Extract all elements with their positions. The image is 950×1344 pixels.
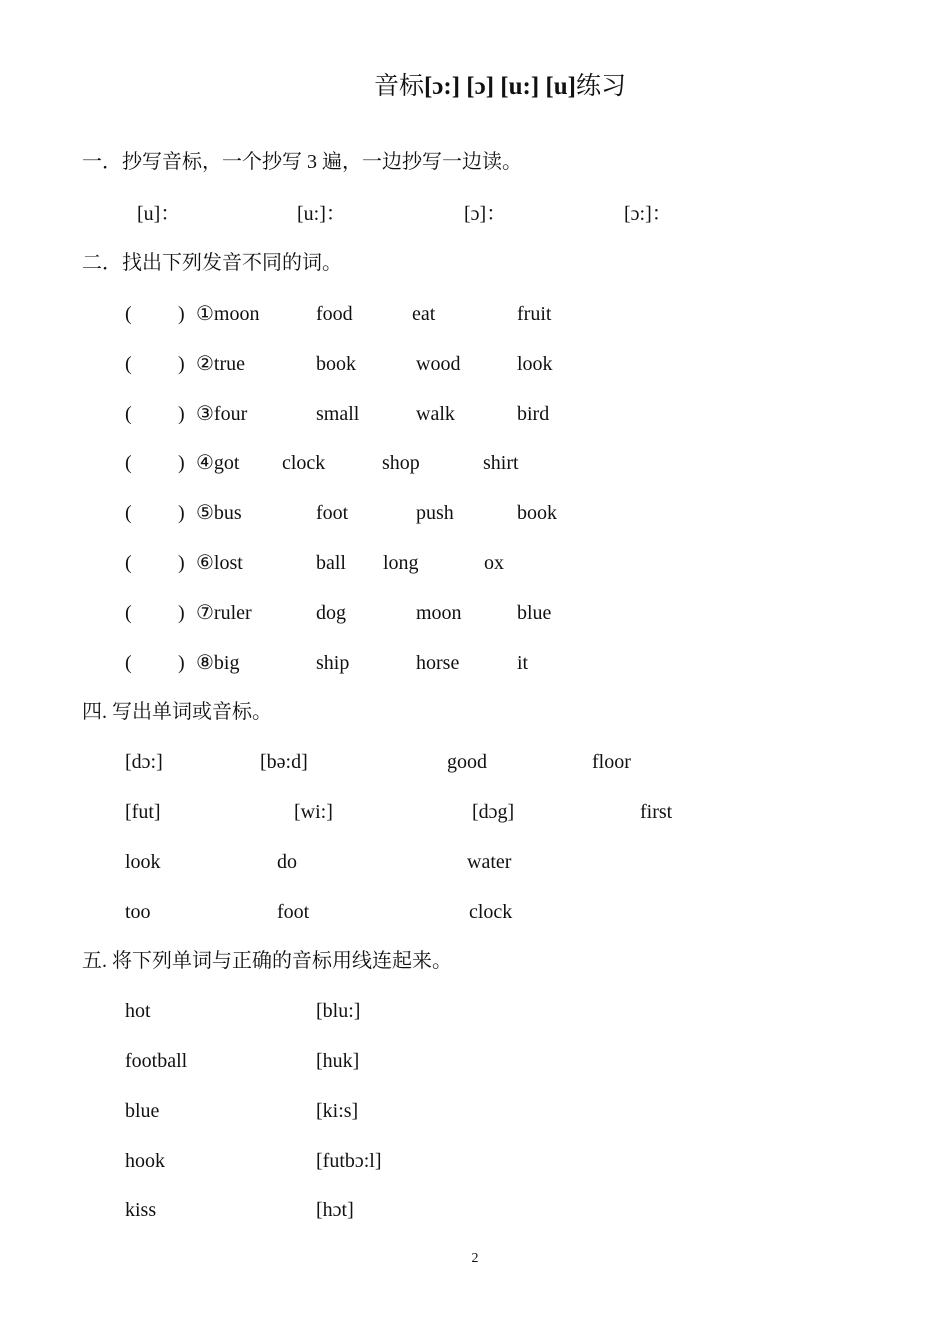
answer-bracket-open: ( xyxy=(125,303,132,325)
question-word: walk xyxy=(416,403,455,425)
exercise-item: [bə:d] xyxy=(260,751,308,773)
exercise-item: floor xyxy=(592,751,631,773)
section4-heading: 四. 写出单词或音标。 xyxy=(82,701,272,723)
exercise-item: [dɔ:] xyxy=(125,751,163,773)
exercise-item: good xyxy=(447,751,487,773)
title-prefix: 音标 xyxy=(373,73,424,100)
match-word: blue xyxy=(125,1100,160,1122)
exercise-item: look xyxy=(125,851,161,873)
answer-bracket-open: ( xyxy=(125,452,132,474)
question-word: dog xyxy=(316,602,346,624)
question-word: ship xyxy=(316,652,350,674)
question-word: shop xyxy=(382,452,420,474)
question-word: fruit xyxy=(517,303,552,325)
question-word: ball xyxy=(316,552,346,574)
question-word: ox xyxy=(484,552,504,574)
answer-bracket-open: ( xyxy=(125,353,132,375)
answer-bracket-close: ) xyxy=(178,403,185,425)
question-word: eat xyxy=(412,303,436,325)
match-phonetic: [ki:s] xyxy=(316,1100,359,1122)
question-word: horse xyxy=(416,652,460,674)
question-word: wood xyxy=(416,353,461,375)
match-phonetic: [futbɔ:l] xyxy=(316,1150,382,1172)
match-word: football xyxy=(125,1050,188,1072)
question-word: book xyxy=(517,502,557,524)
exercise-item: too xyxy=(125,901,151,923)
match-phonetic: [hɔt] xyxy=(316,1199,354,1221)
question-word: long xyxy=(383,552,419,574)
answer-bracket-close: ) xyxy=(178,452,185,474)
question-word: foot xyxy=(316,502,349,524)
question-word: push xyxy=(416,502,454,524)
answer-bracket-close: ) xyxy=(178,502,185,524)
question-first-word: ⑤bus xyxy=(196,502,242,524)
title-phonetics: [ɔ:] [ɔ] [u:] [u] xyxy=(423,73,576,100)
exercise-item: clock xyxy=(469,901,513,923)
question-word: small xyxy=(316,403,360,425)
exercise-item: do xyxy=(277,851,297,873)
page-title xyxy=(0,74,950,99)
answer-bracket-close: ) xyxy=(178,602,185,624)
question-first-word: ⑦ruler xyxy=(196,602,252,624)
question-word: blue xyxy=(517,602,552,624)
title-suffix: 练习 xyxy=(576,73,627,100)
question-first-word: ⑥lost xyxy=(196,552,243,574)
question-word: food xyxy=(316,303,353,325)
question-first-word: ③four xyxy=(196,403,248,425)
question-first-word: ⑧big xyxy=(196,652,240,674)
question-word: shirt xyxy=(483,452,519,474)
question-first-word: ②true xyxy=(196,353,246,375)
answer-bracket-close: ) xyxy=(178,353,185,375)
copy-item: [u]： xyxy=(137,203,181,225)
exercise-item: [fut] xyxy=(125,801,161,823)
exercise-item: water xyxy=(467,851,512,873)
answer-bracket-open: ( xyxy=(125,652,132,674)
match-word: hook xyxy=(125,1150,165,1172)
exercise-item: first xyxy=(640,801,673,823)
answer-bracket-close: ) xyxy=(178,652,185,674)
match-phonetic: [blu:] xyxy=(316,1000,361,1022)
section1-heading: 一．抄写音标，一个抄写 3 遍，一边抄写一边读。 xyxy=(82,151,522,173)
question-first-word: ④got xyxy=(196,452,240,474)
answer-bracket-open: ( xyxy=(125,502,132,524)
answer-bracket-open: ( xyxy=(125,552,132,574)
exercise-item: [wi:] xyxy=(294,801,333,823)
exercise-item: foot xyxy=(277,901,310,923)
answer-bracket-close: ) xyxy=(178,303,185,325)
question-word: book xyxy=(316,353,356,375)
question-word: bird xyxy=(517,403,550,425)
page-number: 2 xyxy=(471,1251,479,1266)
section5-heading: 五. 将下列单词与正确的音标用线连起来。 xyxy=(82,950,452,972)
copy-item: [ɔ]： xyxy=(464,203,507,225)
question-word: look xyxy=(517,353,553,375)
copy-item: [u:]： xyxy=(297,203,346,225)
answer-bracket-open: ( xyxy=(125,602,132,624)
question-first-word: ①moon xyxy=(196,303,260,325)
match-phonetic: [huk] xyxy=(316,1050,360,1072)
copy-item: [ɔ:]： xyxy=(624,203,672,225)
answer-bracket-open: ( xyxy=(125,403,132,425)
question-word: clock xyxy=(282,452,326,474)
exercise-item: [dɔg] xyxy=(472,801,515,823)
match-word: kiss xyxy=(125,1199,157,1221)
section2-heading: 二．找出下列发音不同的词。 xyxy=(82,252,342,274)
match-word: hot xyxy=(125,1000,151,1022)
question-word: moon xyxy=(416,602,462,624)
question-word: it xyxy=(517,652,529,674)
answer-bracket-close: ) xyxy=(178,552,185,574)
